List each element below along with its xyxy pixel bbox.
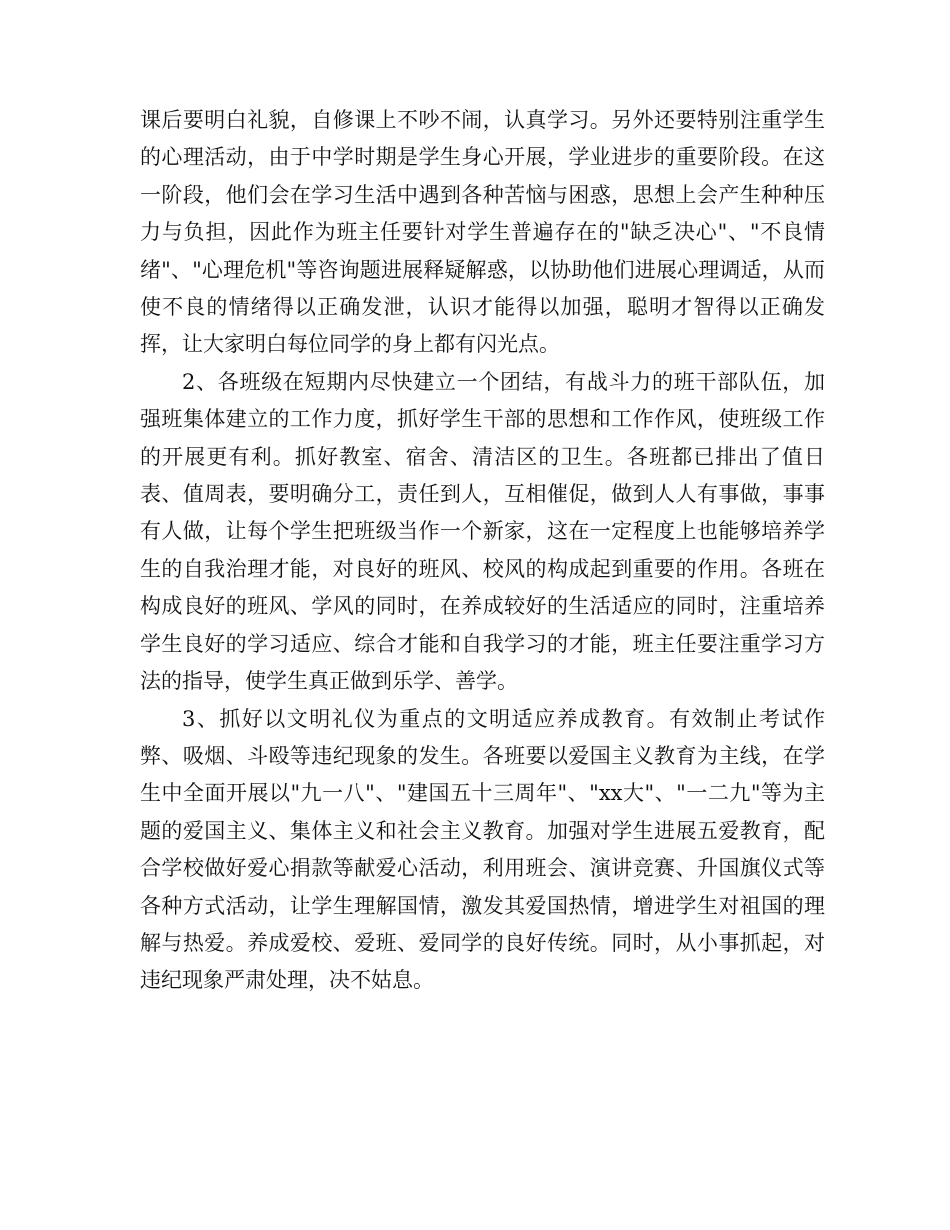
document-body (140, 102, 825, 1000)
paragraph-item-2: 2、各班级在短期内尽快建立一个团结，有战斗力的班干部队伍，加强班集体建立的工作力度，抓好学生干部的思想和工作作风，使班级工作的开展更有利。抓好教室、宿舍、清洁区的卫生。各班都已排出了值日表、值周表，要明确分工，责任到人，互相催促，做到人人有事做，事事有人做，让每个学生把班级当作一个新家，这在一定程度上也能够培养学生的自我治理才能，对良好的班风、校风的构成起到重要的作用。各班在构成良好的班风、学风的同时，在养成较好的生活适应的同时，注重培养学生良好的学习适应、综合才能和自我学习的才能，班主任要注重学习方法的指导，使学生真正做到乐学、善学。 (140, 369, 825, 694)
paragraph-item-3: 3、抓好以文明礼仪为重点的文明适应养成教育。有效制止考试作弊、吸烟、斗殴等违纪现象的发生。各班要以爱国主义教育为主线，在学生中全面开展以"九一八"、"建国五十三周年"、"xx大"、"一二九"等为主题的爱国主义、集体主义和社会主义教育。加强对学生进展五爱教育，配合学校做好爱心捐款等献爱心活动，利用班会、演讲竞赛、升国旗仪式等各种方式活动，让学生理解国情，激发其爱国热情，增进学生对祖国的理解与热爱。养成爱校、爱班、爱同学的良好传统。同时，从小事抓起，对违纪现象严肃处理，决不姑息。 (140, 706, 825, 993)
paragraph-continued: 课后要明白礼貌，自修课上不吵不闹，认真学习。另外还要特别注重学生的心理活动，由于中学时期是学生身心开展，学业进步的重要阶段。在这一阶段，他们会在学习生活中遇到各种苦恼与困惑，思想上会产生种种压力与负担，因此作为班主任要针对学生普遍存在的"缺乏决心"、"不良情绪"、"心理危机"等咨询题进展释疑解惑，以协助他们进展心理调适，从而使不良的情绪得以正确发泄，认识才能得以加强，聪明才智得以正确发挥，让大家明白每位同学的身上都有闪光点。 (140, 108, 825, 357)
